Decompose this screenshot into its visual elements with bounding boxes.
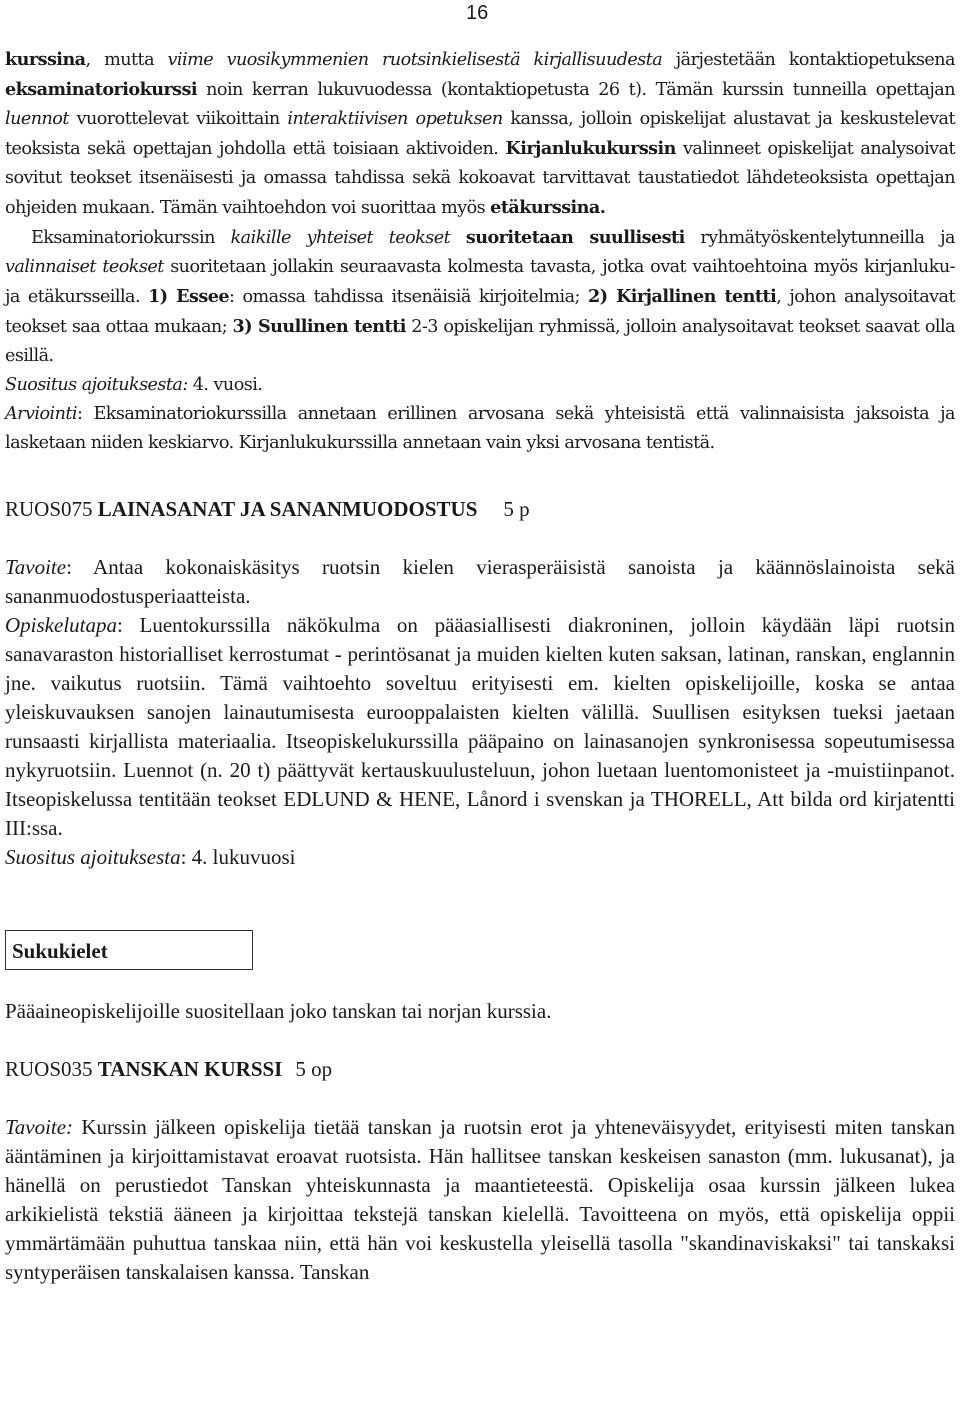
text: järjestetään kontaktiopetuksena [662, 50, 955, 70]
label-opiskelutapa: Opiskelutapa [5, 613, 117, 637]
spacer [5, 872, 955, 930]
text: 4. vuosi. [187, 375, 263, 395]
section-heading-sukukielet: Sukukielet [5, 930, 253, 970]
sukukielet-intro: Pääaineopiskelijoille suositellaan joko tanskan tai norjan kurssia. [5, 999, 552, 1023]
paragraph-examination [5, 223, 955, 371]
page-number: 16 [466, 2, 489, 24]
text: vuorottelevat viikoittain [68, 109, 288, 129]
paragraph-suositus [5, 371, 955, 400]
ruos075-opiskelutapa [5, 611, 955, 843]
label-arviointi: Arviointi [5, 404, 77, 424]
text [450, 228, 466, 248]
course-name: LAINASANAT JA SANANMUODOSTUS [97, 497, 478, 521]
spacer [5, 1026, 955, 1055]
spacer [5, 970, 955, 997]
label-suositus: Suositus ajoituksesta [5, 845, 181, 869]
text: Kurssin jälkeen opiskelija tietää tanskan ja ruotsin erot ja yhteneväisyydet, erityisesti miten tanskan ääntäminen ja kirjoittamistavat eroavat ruotsista. Hän hallitsee tanskan keskeisen sanaston (mm. lukusanat), ja hänellä on perustiedot Tanskan yhteiskunnasta ja maantieteestä. Opiskelija osaa kurssin jälkeen lukea arkikielistä tekstiä ääneen ja kirjoittaa tekstejä tanskan kielellä. Tavoitteena on myös, että opiskelija oppii ymmärtämään puhuttua tanskaa niin, että hän voi keskustella yleisellä tasolla "skandinaviskaksi" tai tanskaksi syntyperäisen tanskalaisen kanssa. Tanskan [5, 1115, 955, 1284]
text: , johon analysoitavat teokset saa ottaa mukaan; [5, 287, 955, 337]
term-kirjanlukukurssin: Kirjanlukukurssin [505, 138, 676, 159]
text: : Eksaminatoriokurssilla annetaan erillinen arvosana sekä yhteisistä että valinnaisista jaksoista ja lasketaan niiden keskiarvo. Kirjanlukukurssilla annetaan vain yksi arvosana tentistä. [5, 404, 955, 453]
course-credits: 5 op [295, 1057, 333, 1081]
ruos075-suositus [5, 843, 955, 872]
spacer [5, 458, 955, 495]
text: 2-3 opiskelijan ryhmissä, jolloin analysoitavat teokset saavat olla esillä. [5, 317, 955, 366]
emph-text: viime vuosikymmenien ruotsinkielisestä kirjallisuudesta [167, 50, 663, 70]
term-suullisesti: suoritetaan suullisesti [465, 227, 685, 248]
page-content [5, 45, 955, 1287]
term-kirjallinen-tentti: 2) Kirjallinen tentti [588, 286, 777, 307]
emph-text: kaikille yhteiset teokset [230, 228, 451, 248]
label-suositus: Suositus ajoituksesta: [5, 375, 188, 395]
course-credits: 5 p [503, 497, 530, 521]
term-essee: 1) Essee [148, 286, 230, 307]
term-kurssina: kurssina [5, 49, 86, 70]
emph-text: luennot [5, 109, 69, 129]
paragraph-arviointi [5, 400, 955, 458]
paragraph-course-intro [5, 45, 955, 223]
ruos075-tavoite [5, 553, 955, 611]
term-etakurssina: etäkurssina. [490, 197, 606, 218]
text: valinneet opiskelijat analysoivat sovitut teokset itsenäisesti ja omassa tahdissa sekä kokoavat tarvittavat taustatiedot lähdeteoksista opettajan ohjeiden mukaan. Tämän vaihtoehdon voi suorittaa myös [5, 139, 955, 218]
label-tavoite: Tavoite [5, 555, 67, 579]
emph-text: interaktiivisen opetuksen [287, 109, 503, 129]
text: noin kerran lukuvuodessa (kontaktiopetusta 26 t). Tämän kurssin tunneilla opettajan [197, 80, 955, 100]
term-eksaminatoriokurssi: eksaminatoriokurssi [5, 79, 198, 100]
course-title-ruos035 [5, 1055, 955, 1084]
text: : Antaa kokonaiskäsitys ruotsin kielen vierasperäisistä sanoista ja käännöslainoista sekä sananmuodostusperiaatteista. [5, 555, 955, 608]
term-suullinen-tentti: 3) Suullinen tentti [232, 316, 406, 337]
spacer [5, 1084, 955, 1113]
text: Eksaminatoriokurssin [31, 228, 231, 248]
ruos035-tavoite [5, 1113, 955, 1287]
text: : 4. lukuvuosi [180, 845, 296, 869]
text: : omassa tahdissa itsenäisiä kirjoitelmia; [229, 287, 588, 307]
text: kanssa, jolloin opiskelijat alustavat ja keskustelevat teoksista sekä opettajan johdolla että toisiaan aktivoiden. [5, 109, 955, 159]
text: , mutta [85, 50, 168, 70]
course-code: RUOS075 [5, 497, 98, 521]
spacer [5, 524, 955, 553]
course-name: TANSKAN KURSSI [97, 1057, 283, 1081]
text: ryhmätyöskentelytunneilla ja [684, 228, 955, 248]
course-code: RUOS035 [5, 1057, 98, 1081]
text: suoritetaan jollakin seuraavasta kolmesta tavasta, jotka ovat vaihtoehtoina myös kirjanluku- ja etäkursseilla. [5, 257, 955, 307]
course-title-ruos075 [5, 495, 955, 524]
emph-text: valinnaiset teokset [5, 257, 164, 277]
text: : Luentokurssilla näkökulma on pääasiallisesti diakroninen, jolloin käydään läpi ruotsin sanavaraston historialliset kerrostumat - perintösanat ja muiden kielten kuten saksan, latinan, ranskan, englannin jne. vaikutus ruotsiin. Tämä vaihtoehto soveltuu erityisesti em. kielten opiskelijoille, koska se antaa yleiskuvauksen sanojen lainautumisesta eurooppalaisten kielten välillä. Suullisen esityksen tueksi jaetaan runsaasti kirjallista materiaalia. Itseopiskelukurssilla pääpaino on lainasanojen synkronisessa sopeutumisessa nykyruotsiin. Luennot (n. 20 t) päättyvät kertauskuulusteluun, johon luetaan luentomonisteet ja -muistiinpanot. Itseopiskelussa tentitään teokset EDLUND & HENE, Lånord i svenskan ja THORELL, Att bilda ord kirjatentti III:ssa. [5, 613, 955, 840]
label-tavoite: Tavoite: [5, 1115, 74, 1139]
